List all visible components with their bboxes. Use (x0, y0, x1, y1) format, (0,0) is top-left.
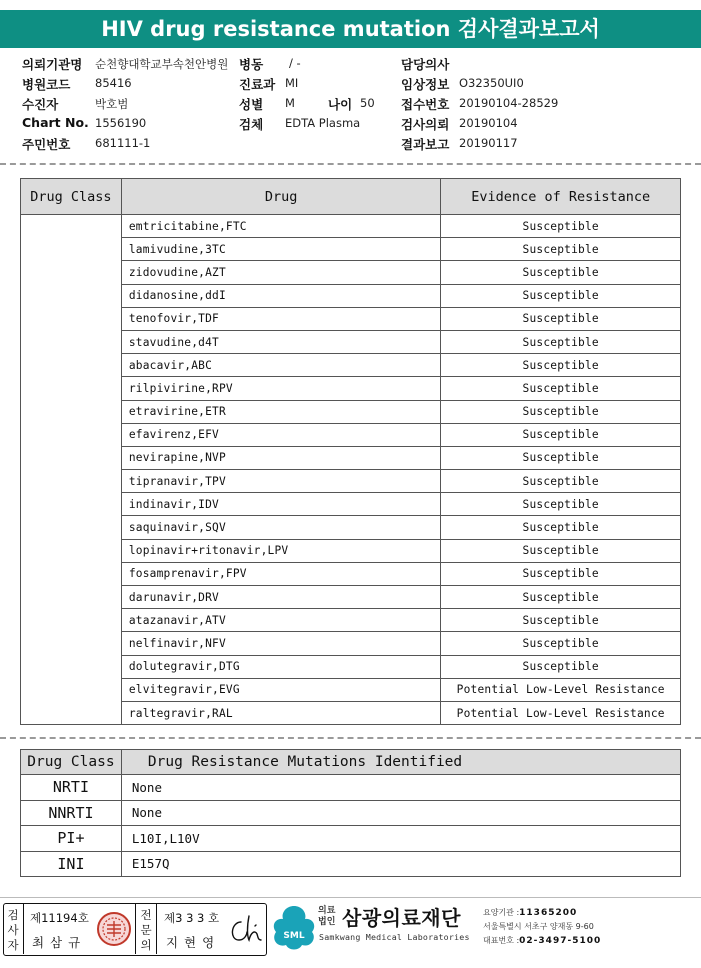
footer-divider (0, 897, 701, 898)
evidence-cell: Susceptible (441, 330, 681, 353)
resident-no-value: 681111-1 (95, 136, 151, 150)
receipt-no-value: 20190104-28529 (459, 96, 559, 110)
request-date-value: 20190104 (459, 116, 518, 130)
institution-value: 순천향대학교부속천안병원 (95, 57, 229, 71)
logo-text: SML (283, 931, 305, 941)
request-date-label: 검사의뢰 (401, 117, 450, 132)
hospital-code-value: 85416 (95, 76, 132, 90)
mutation-cell: L10I,L10V (121, 826, 680, 852)
clinical-info-value: O32350UI0 (459, 76, 524, 90)
mutation-table (20, 749, 681, 877)
table-header-row (21, 750, 681, 775)
drug-cell: lopinavir+ritonavir,LPV (121, 539, 441, 562)
evidence-cell: Susceptible (441, 516, 681, 539)
signature-divider (23, 904, 24, 954)
phone-label: 대표번호 : (483, 936, 520, 945)
header-mutations: Drug Resistance Mutations Identified (121, 750, 680, 775)
resident-no-label: 주민번호 (22, 137, 71, 152)
evidence-cell: Susceptible (441, 655, 681, 678)
drug-cell: tipranavir,TPV (121, 470, 441, 493)
drug-cell: nevirapine,NVP (121, 446, 441, 469)
mutation-class-cell: INI (21, 851, 122, 877)
examiner-license: 제11194호 (30, 911, 89, 925)
evidence-cell: Susceptible (441, 377, 681, 400)
mutation-cell: None (121, 775, 680, 801)
specialist-name: 지 현 영 (166, 935, 216, 950)
table-row (21, 775, 681, 801)
drug-cell: stavudine,d4T (121, 330, 441, 353)
sex-label: 성별 (239, 97, 264, 112)
age-value: 50 (360, 96, 375, 110)
patient-info-block (0, 54, 701, 154)
header-drug-class: Drug Class (21, 179, 122, 215)
organization-contact (483, 906, 601, 948)
specialist-license: 제3 3 3 호 (164, 911, 220, 925)
table-row (21, 215, 681, 238)
table-row (21, 826, 681, 852)
specimen-label: 검체 (239, 117, 264, 132)
examinee-label: 수진자 (22, 97, 59, 112)
chart-no-value: 1556190 (95, 116, 147, 130)
clinical-info-label: 임상정보 (401, 77, 450, 92)
evidence-cell: Susceptible (441, 284, 681, 307)
drug-cell: emtricitabine,FTC (121, 215, 441, 238)
header-evidence: Evidence of Resistance (441, 179, 681, 215)
examiner-name: 최 삼 규 (32, 935, 82, 950)
drug-cell: zidovudine,AZT (121, 261, 441, 284)
section-divider-top (0, 163, 701, 165)
examiner-label: 검 사 자 (7, 908, 19, 952)
drug-cell: abacavir,ABC (121, 354, 441, 377)
drug-cell: tenofovir,TDF (121, 307, 441, 330)
phone-value: 02-3497-5100 (519, 936, 602, 946)
drug-cell: dolutegravir,DTG (121, 655, 441, 678)
evidence-cell: Susceptible (441, 307, 681, 330)
mutation-class-cell: PI+ (21, 826, 122, 852)
header-mutation-drug-class: Drug Class (21, 750, 122, 775)
evidence-cell: Susceptible (441, 261, 681, 284)
chart-no-label: Chart No. (22, 115, 89, 130)
evidence-cell: Susceptible (441, 493, 681, 516)
drug-cell: atazanavir,ATV (121, 609, 441, 632)
ward-value: / - (289, 56, 301, 70)
signature-divider (135, 904, 136, 954)
age-label: 나이 (328, 97, 353, 112)
sex-value: M (285, 96, 295, 110)
drug-cell: nelfinavir,NFV (121, 632, 441, 655)
section-divider-middle (0, 737, 701, 739)
report-date-value: 20190117 (459, 136, 518, 150)
table-header-row (21, 179, 681, 215)
doctor-label: 담당의사 (401, 57, 450, 72)
table-row (21, 800, 681, 826)
drug-cell: rilpivirine,RPV (121, 377, 441, 400)
drug-cell: elvitegravir,EVG (121, 678, 441, 701)
evidence-cell: Susceptible (441, 215, 681, 238)
header-drug: Drug (121, 179, 441, 215)
institution-label: 의뢰기관명 (22, 57, 83, 72)
signature-box (3, 903, 267, 956)
table-row (21, 851, 681, 877)
legal-type: 의료 법인 (318, 906, 336, 927)
evidence-cell: Susceptible (441, 609, 681, 632)
drug-cell: didanosine,ddI (121, 284, 441, 307)
sml-logo-icon (271, 904, 317, 950)
address: 서울특별시 서초구 양재동 9-60 (483, 922, 594, 931)
evidence-cell: Susceptible (441, 446, 681, 469)
report-date-label: 결과보고 (401, 137, 450, 152)
drug-cell: efavirenz,EFV (121, 423, 441, 446)
evidence-cell: Susceptible (441, 354, 681, 377)
hospital-code-label: 병원코드 (22, 77, 71, 92)
department-label: 진료과 (239, 77, 276, 92)
evidence-cell: Susceptible (441, 586, 681, 609)
report-title: HIV drug resistance mutation 검사결과보고서 (0, 10, 701, 48)
mutation-class-cell: NRTI (21, 775, 122, 801)
evidence-cell: Susceptible (441, 539, 681, 562)
code-label: 요양기관 : (483, 908, 520, 917)
mutation-cell: None (121, 800, 680, 826)
department-value: MI (285, 76, 299, 90)
organization-name: 삼광의료재단 (342, 906, 461, 930)
ward-label: 병동 (239, 57, 264, 72)
examinee-value: 박호범 (95, 97, 129, 111)
evidence-cell: Susceptible (441, 632, 681, 655)
drug-cell: indinavir,IDV (121, 493, 441, 516)
drug-cell: raltegravir,RAL (121, 701, 441, 724)
receipt-no-label: 접수번호 (401, 97, 450, 112)
evidence-cell: Susceptible (441, 400, 681, 423)
evidence-cell: Susceptible (441, 562, 681, 585)
code-value: 11365200 (519, 908, 578, 918)
evidence-cell: Potential Low-Level Resistance (441, 701, 681, 724)
drug-class-cell (21, 215, 122, 725)
drug-resistance-table (20, 178, 681, 725)
handwritten-signature-icon (227, 912, 263, 946)
mutation-class-cell: NNRTI (21, 800, 122, 826)
organization-name-en: Samkwang Medical Laboratories (319, 932, 470, 942)
specimen-value: EDTA Plasma (285, 116, 361, 130)
drug-cell: fosamprenavir,FPV (121, 562, 441, 585)
evidence-cell: Susceptible (441, 238, 681, 261)
examiner-seal-icon (96, 911, 132, 947)
evidence-cell: Susceptible (441, 423, 681, 446)
drug-cell: darunavir,DRV (121, 586, 441, 609)
signature-divider (156, 904, 157, 954)
drug-cell: etravirine,ETR (121, 400, 441, 423)
evidence-cell: Susceptible (441, 470, 681, 493)
specialist-label: 전 문 의 (140, 908, 152, 952)
evidence-cell: Potential Low-Level Resistance (441, 678, 681, 701)
drug-cell: lamivudine,3TC (121, 238, 441, 261)
drug-cell: saquinavir,SQV (121, 516, 441, 539)
mutation-cell: E157Q (121, 851, 680, 877)
